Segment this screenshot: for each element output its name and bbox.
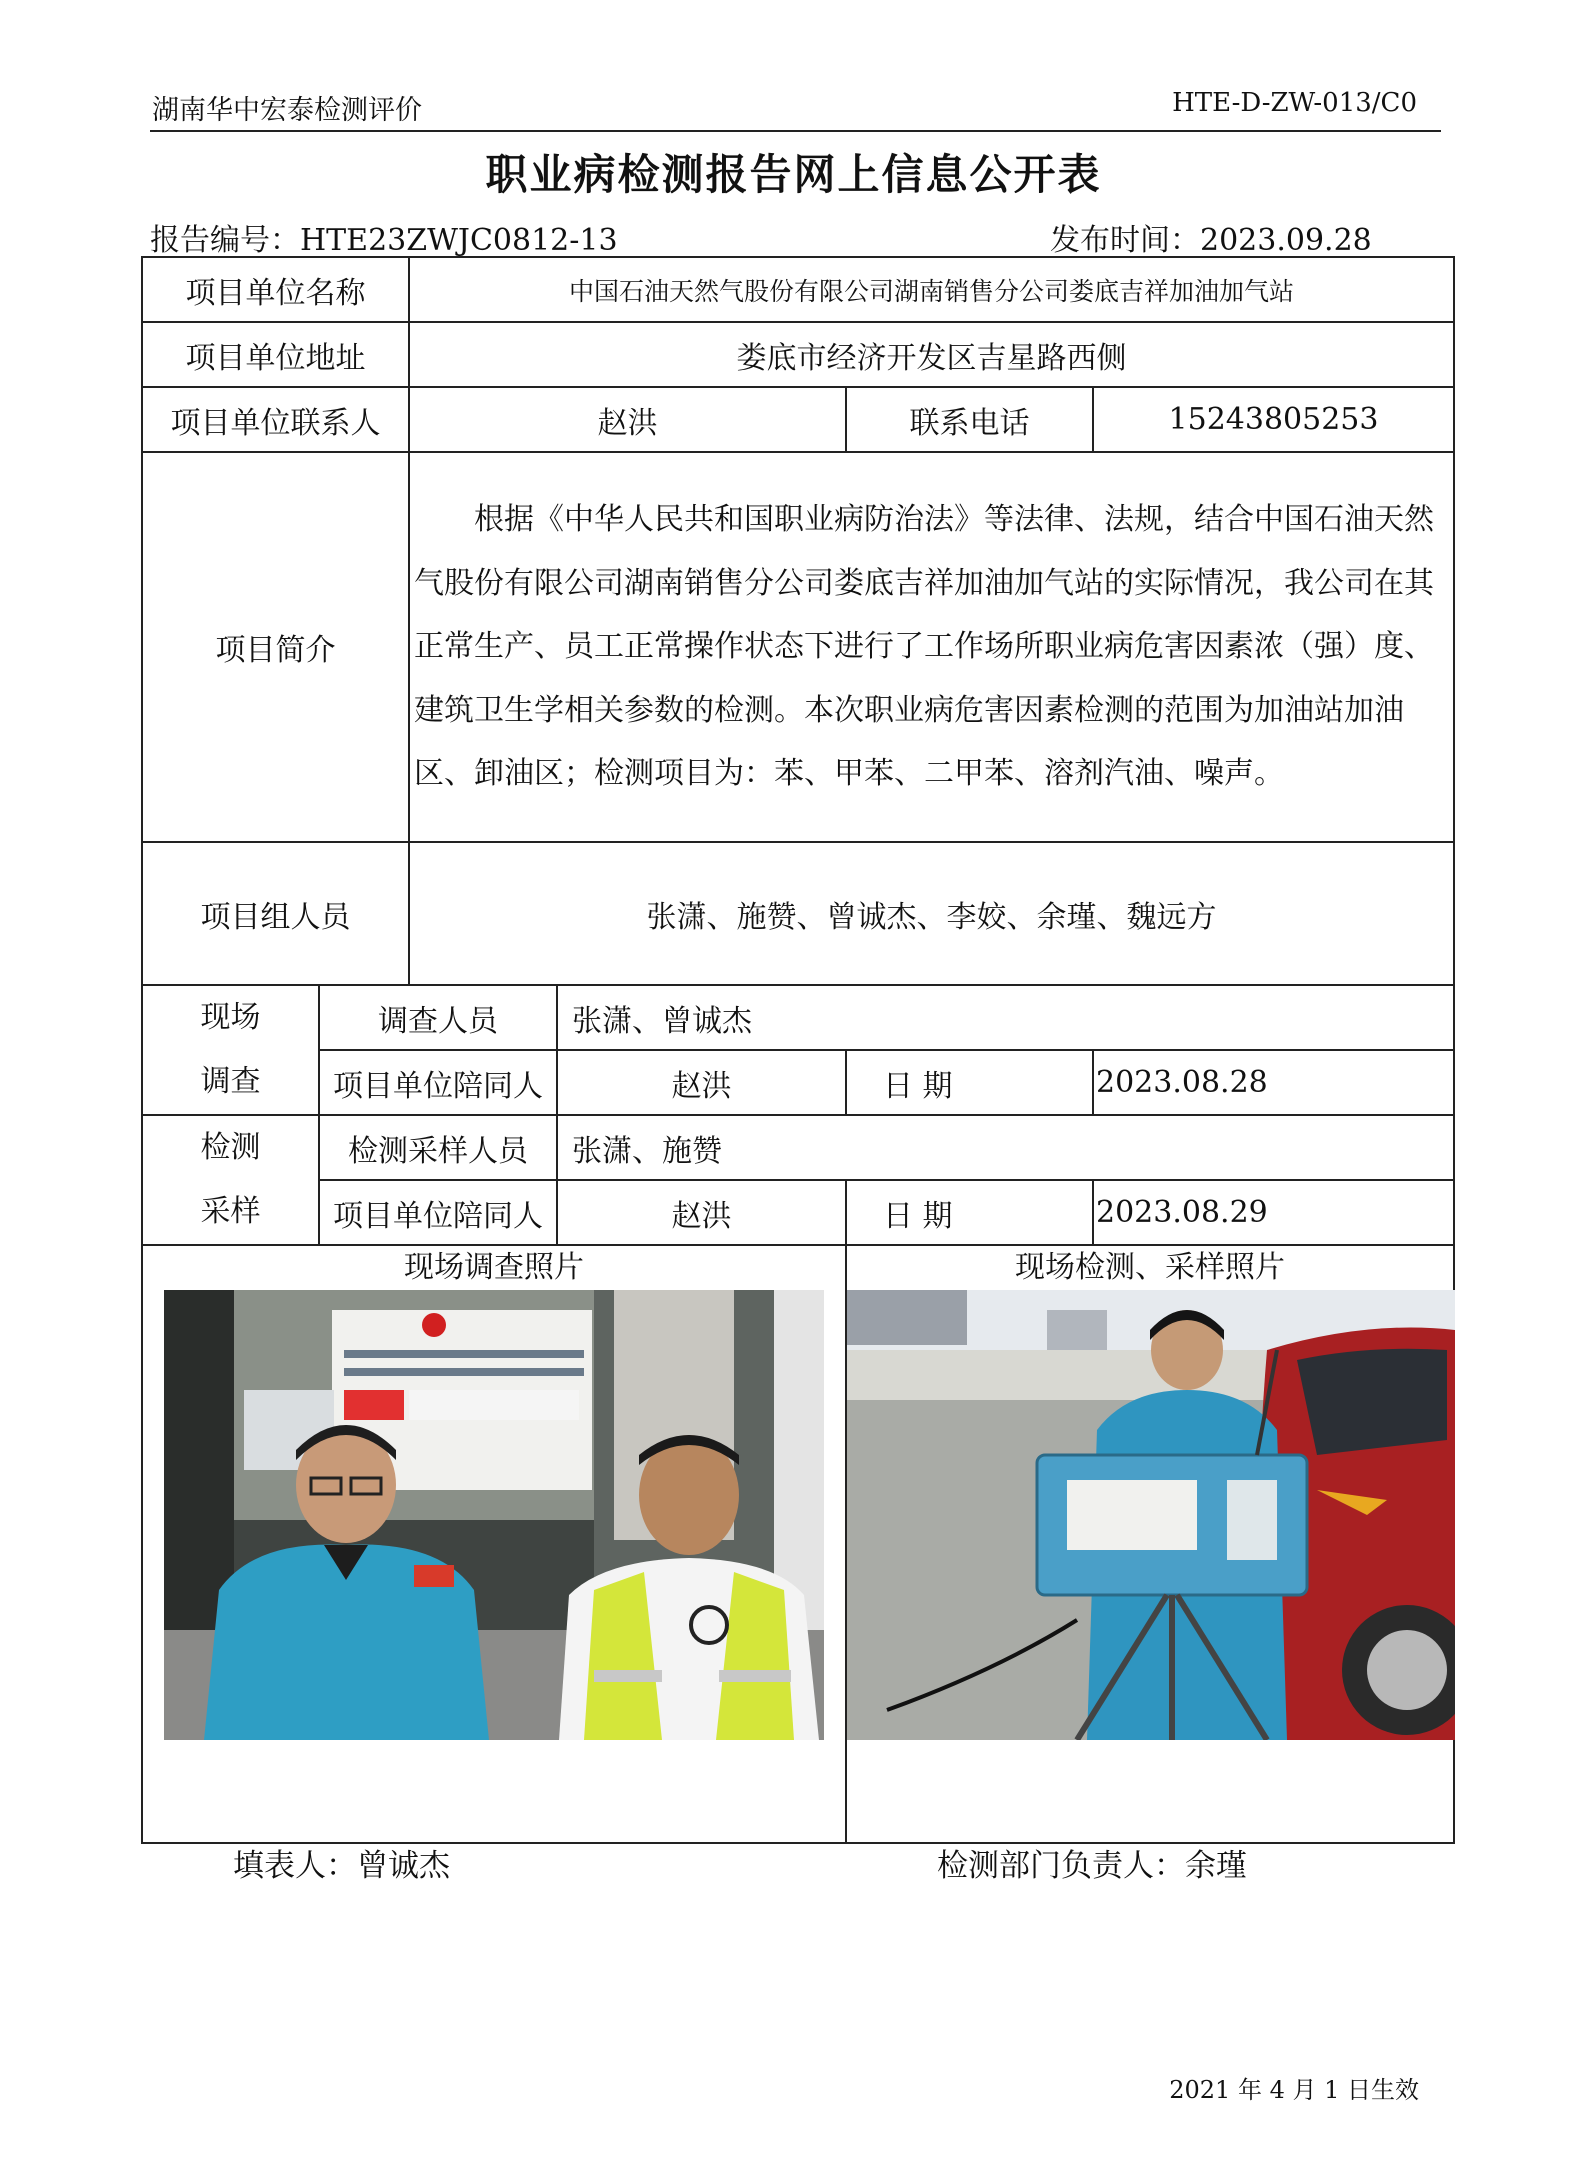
survey-photo-image [164,1290,824,1740]
contact-value: 赵洪 [409,387,846,452]
survey-photo-caption: 现场调查照片 [404,1250,584,1285]
publish-time: 发布时间：2023.09.28 [1050,223,1372,258]
info-table [141,256,1455,1844]
table-row [142,1050,1454,1115]
intro-label: 项目简介 [142,452,409,842]
page-title: 职业病检测报告网上信息公开表 [485,150,1102,199]
survey-escort-label: 项目单位陪同人 [319,1050,557,1115]
header-divider [150,130,1441,132]
sampling-escort-label: 项目单位陪同人 [319,1180,557,1245]
intro-text: 根据《中华人民共和国职业病防治法》等法律、法规，结合中国石油天然气股份有限公司湖南销售分公司娄底吉祥加油加气站的实际情况，我公司在其正常生产、员工正常操作状态下进行了工作场所职业病危害因素浓（强）度、建筑卫生学相关参数的检测。本次职业病危害因素检测的范围为加油站加油区、卸油区；检测项目为：苯、甲苯、二甲苯、溶剂汽油、噪声。 [409,452,1454,842]
sampling-date-label: 日 期 [846,1180,1093,1245]
team-value: 张潇、施赞、曾诚杰、李姣、余瑾、魏远方 [409,842,1454,985]
sampling-label-line2: 采样 [200,1194,261,1229]
report-number: 报告编号：HTE23ZWJC0812-13 [150,223,618,258]
table-row [142,387,1454,452]
survey-label-line2: 调查 [200,1064,261,1099]
address-label: 项目单位地址 [142,322,409,387]
samplers-value: 张潇、施赞 [557,1115,1454,1180]
sampling-date-value: 2023.08.29 [1093,1180,1454,1245]
table-row [142,1115,1454,1180]
sampling-escort-value: 赵洪 [557,1180,846,1245]
dept-head: 检测部门负责人：余瑾 [937,1848,1247,1884]
sampling-photo-caption: 现场检测、采样照片 [1015,1250,1285,1285]
sampling-section-label [142,1115,319,1245]
table-row [142,452,1454,842]
survey-label-line1: 现场 [200,1000,261,1035]
table-row [142,322,1454,387]
samplers-label: 检测采样人员 [319,1115,557,1180]
unit-name-label: 项目单位名称 [142,257,409,322]
table-row [142,842,1454,985]
survey-section-label [142,985,319,1115]
survey-photo [164,1290,824,1740]
investigators-label: 调查人员 [319,985,557,1050]
sampling-photo-cell [846,1245,1454,1843]
phone-value: 15243805253 [1093,387,1454,452]
address-value: 娄底市经济开发区吉星路西侧 [409,322,1454,387]
survey-photo-cell [142,1245,846,1843]
header-org: 湖南华中宏泰检测评价 [152,95,422,126]
header-doc-code: HTE-D-ZW-013/C0 [1172,88,1417,118]
sampling-photo-image [847,1290,1455,1740]
sampling-label-line1: 检测 [200,1130,261,1165]
filled-by: 填表人：曾诚杰 [233,1848,450,1884]
investigators-value: 张潇、曾诚杰 [557,985,1454,1050]
survey-date-label: 日 期 [846,1050,1093,1115]
survey-date-value: 2023.08.28 [1093,1050,1454,1115]
survey-escort-value: 赵洪 [557,1050,846,1115]
effective-date: 2021 年 4 月 1 日生效 [1169,2076,1419,2104]
phone-label: 联系电话 [846,387,1093,452]
team-label: 项目组人员 [142,842,409,985]
table-row [142,985,1454,1050]
table-row [142,1180,1454,1245]
sampling-photo [847,1290,1455,1740]
table-row [142,257,1454,322]
contact-label: 项目单位联系人 [142,387,409,452]
unit-name-value: 中国石油天然气股份有限公司湖南销售分公司娄底吉祥加油加气站 [409,257,1454,322]
table-row [142,1245,1454,1843]
